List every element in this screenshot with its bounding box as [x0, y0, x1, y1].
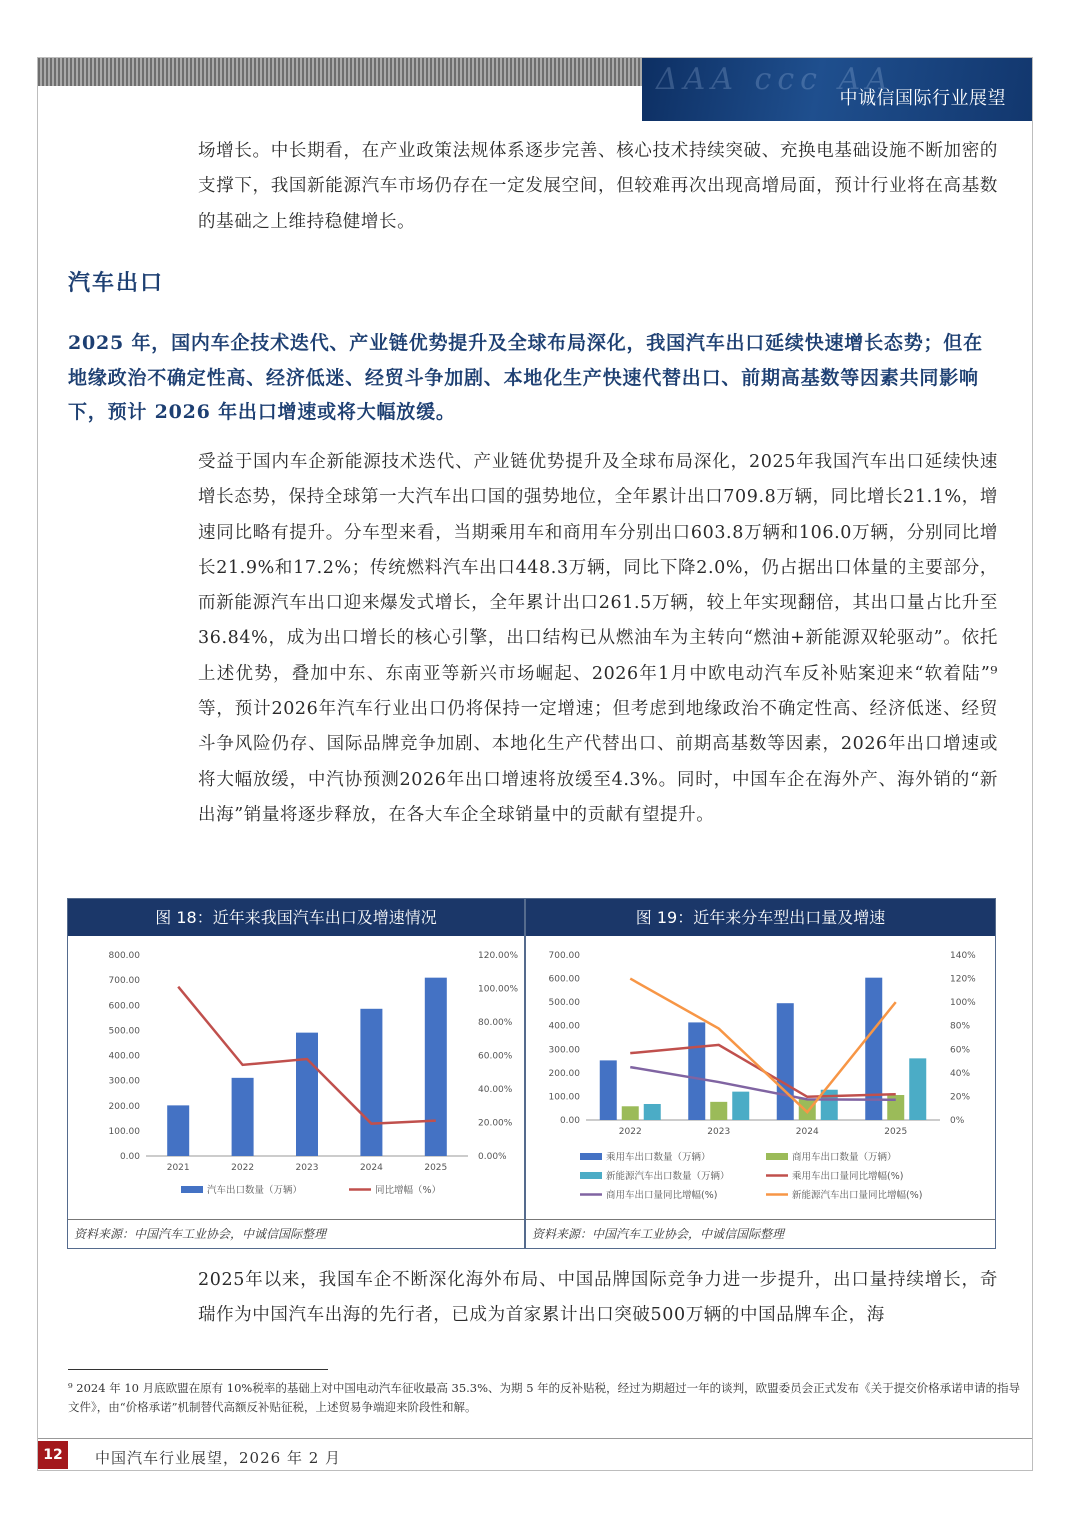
y-right-tick-label: 40%	[950, 1068, 971, 1079]
legend-swatch	[580, 1172, 602, 1179]
bar-汽车出口数量（万辆）	[232, 1078, 254, 1156]
chart-18-plot	[68, 936, 524, 1221]
x-tick-label: 2023	[295, 1163, 319, 1173]
y-right-tick-label: 80.00%	[478, 1018, 513, 1028]
legend-label: 商用车出口量同比增幅(%)	[606, 1190, 718, 1201]
bar-汽车出口数量（万辆）	[167, 1105, 189, 1156]
lead-paragraph: 2025 年，国内车企技术迭代、产业链优势提升及全球布局深化，我国汽车出口延续快速增长态势；但在地缘政治不确定性高、经济低迷、经贸斗争加剧、本地化生产快速代替出口、前期高基数等因素共同影响下，预计 2026 年出口增速或将大幅放缓。	[68, 332, 983, 423]
legend-swatch	[181, 1186, 203, 1193]
bar-乘用车出口数量（万辆）	[600, 1060, 617, 1120]
y-right-tick-label: 120.00%	[478, 951, 519, 961]
legend-label: 汽车出口数量（万辆）	[207, 1185, 303, 1196]
y-right-tick-label: 0.00%	[478, 1152, 507, 1162]
footnote-divider	[68, 1369, 328, 1370]
chart-19-plot	[526, 936, 995, 1221]
y-right-tick-label: 80%	[950, 1021, 971, 1032]
y-left-tick-label: 800.00	[108, 951, 140, 961]
legend-label: 同比增幅（%）	[375, 1185, 442, 1196]
bar-商用车出口数量（万辆）	[622, 1106, 639, 1120]
bar-乘用车出口数量（万辆）	[777, 1003, 794, 1120]
page-number: 12	[38, 1441, 68, 1469]
y-left-tick-label: 400.00	[548, 1021, 580, 1032]
header-stripe	[38, 58, 642, 86]
x-tick-label: 2023	[707, 1127, 731, 1137]
bar-新能源汽车出口数量（万辆）	[732, 1092, 749, 1120]
bar-汽车出口数量（万辆）	[425, 978, 447, 1156]
y-left-tick-label: 300.00	[108, 1076, 140, 1087]
y-right-tick-label: 20%	[950, 1092, 971, 1103]
y-left-tick-label: 200.00	[108, 1101, 140, 1112]
chart-18-source: 资料来源：中国汽车工业协会，中诚信国际整理	[68, 1219, 524, 1248]
legend-label: 新能源汽车出口量同比增幅(%)	[792, 1190, 923, 1201]
bar-商用车出口数量（万辆）	[799, 1099, 816, 1120]
x-tick-label: 2022	[231, 1163, 255, 1173]
bar-汽车出口数量（万辆）	[296, 1033, 318, 1156]
x-tick-label: 2024	[359, 1163, 383, 1173]
legend-label: 商用车出口数量（万辆）	[792, 1152, 897, 1163]
y-left-tick-label: 500.00	[548, 998, 580, 1009]
y-right-tick-label: 120%	[950, 974, 976, 985]
y-left-tick-label: 400.00	[108, 1051, 140, 1062]
y-right-tick-label: 20.00%	[478, 1118, 513, 1129]
x-tick-label: 2025	[424, 1163, 448, 1173]
brand-decoration: ΔΑΑ ccc ΑΑ	[656, 62, 894, 97]
bar-新能源汽车出口数量（万辆）	[644, 1104, 661, 1120]
y-left-tick-label: 700.00	[108, 976, 140, 987]
legend-label: 新能源汽车出口数量（万辆）	[606, 1171, 730, 1182]
legend-label: 乘用车出口数量（万辆）	[606, 1152, 711, 1163]
chart-18	[67, 898, 525, 1249]
bar-新能源汽车出口数量（万辆）	[909, 1058, 926, 1120]
y-left-tick-label: 100.00	[548, 1092, 580, 1103]
x-tick-label: 2024	[795, 1127, 819, 1137]
intro-paragraph: 场增长。中长期看，在产业政策法规体系逐步完善、核心技术持续突破、充换电基础设施不断加密的支撑下，我国新能源汽车市场仍存在一定发展空间，但较难再次出现高增局面，预计行业将在高基数的基础之上维持稳健增长。	[198, 141, 998, 232]
y-right-tick-label: 60.00%	[478, 1051, 513, 1062]
chart-19-title: 图 19：近年来分车型出口量及增速	[526, 899, 995, 936]
after-chart-paragraph: 2025年以来，我国车企不断深化海外布局、中国品牌国际竞争力进一步提升，出口量持续增长，奇瑞作为中国汽车出海的先行者，已成为首家累计出口突破500万辆的中国品牌车企，海	[198, 1270, 998, 1326]
bar-新能源汽车出口数量（万辆）	[821, 1090, 838, 1120]
x-tick-label: 2022	[618, 1127, 642, 1137]
brand-banner	[642, 58, 1032, 121]
bar-商用车出口数量（万辆）	[710, 1102, 727, 1120]
y-left-tick-label: 200.00	[548, 1068, 580, 1079]
y-left-tick-label: 100.00	[108, 1126, 140, 1137]
y-left-tick-label: 600.00	[548, 974, 580, 985]
y-right-tick-label: 0%	[950, 1116, 965, 1126]
footer-text: 中国汽车行业展望，2026 年 2 月	[95, 1449, 342, 1467]
section-title: 汽车出口	[68, 271, 165, 296]
y-left-tick-label: 300.00	[548, 1045, 580, 1056]
y-right-tick-label: 60%	[950, 1045, 971, 1056]
line-新能源汽车出口量同比增幅(%)	[630, 979, 896, 1113]
footnote: ⁹ 2024 年 10 月底欧盟在原有 10%税率的基础上对中国电动汽车征收最高 35.3%、为期 5 年的反补贴税，经过为期超过一年的谈判，欧盟委员会正式发布《关于提交价格承诺申请的指导文件》，由“价格承诺”机制替代高额反补贴征税，上述贸易争端迎来阶段性和解。	[68, 1381, 1021, 1414]
y-right-tick-label: 100.00%	[478, 984, 519, 995]
bar-乘用车出口数量（万辆）	[688, 1022, 705, 1120]
x-tick-label: 2021	[166, 1163, 190, 1173]
legend-label: 乘用车出口量同比增幅(%)	[792, 1171, 904, 1182]
x-tick-label: 2025	[884, 1127, 908, 1137]
body-paragraph: 受益于国内车企新能源技术迭代、产业链优势提升及全球布局深化，2025年我国汽车出口延续快速增长态势，保持全球第一大汽车出口国的强势地位，全年累计出口709.8万辆，同比增长21.1%，增速同比略有提升。分车型来看，当期乘用车和商用车分别出口603.8万辆和106.0万辆，分别同比增长21.9%和17.2%；传统燃料汽车出口448.3万辆，同比下降2.0%，仍占据出口体量的主要部分，而新能源汽车出口迎来爆发式增长，全年累计出口261.5万辆，较上年实现翻倍，其出口量占比升至36.84%，成为出口增长的核心引擎，出口结构已从燃油车为主转向“燃油+新能源双轮驱动”。依托上述优势，叠加中东、东南亚等新兴市场崛起、2026年1月中欧电动汽车反补贴案迎来“软着陆”⁹等，预计2026年汽车行业出口仍将保持一定增速；但考虑到地缘政治不确定性高、经济低迷、经贸斗争风险仍存、国际品牌竞争加剧、本地化生产代替出口、前期高基数等因素，2026年出口增速或将大幅放缓，中汽协预测2026年出口增速将放缓至4.3%。同时，中国车企在海外产、海外销的“新出海”销量将逐步释放，在各大车企全球销量中的贡献有望提升。	[198, 452, 998, 825]
chart-19-source: 资料来源：中国汽车工业协会，中诚信国际整理	[526, 1219, 995, 1248]
y-left-tick-label: 0.00	[119, 1152, 140, 1162]
bar-汽车出口数量（万辆）	[360, 1009, 382, 1156]
brand-title: 中诚信国际行业展望	[839, 88, 1006, 109]
legend-swatch	[766, 1153, 788, 1160]
y-right-tick-label: 140%	[950, 951, 976, 961]
footer-divider	[38, 1438, 1032, 1439]
chart-18-title: 图 18：近年来我国汽车出口及增速情况	[68, 899, 524, 936]
y-right-tick-label: 100%	[950, 998, 976, 1009]
y-left-tick-label: 0.00	[559, 1116, 580, 1126]
y-right-tick-label: 40.00%	[478, 1085, 513, 1095]
y-left-tick-label: 600.00	[108, 1001, 140, 1012]
y-left-tick-label: 500.00	[108, 1026, 140, 1037]
chart-19	[525, 898, 996, 1249]
legend-swatch	[580, 1153, 602, 1160]
y-left-tick-label: 700.00	[548, 951, 580, 961]
